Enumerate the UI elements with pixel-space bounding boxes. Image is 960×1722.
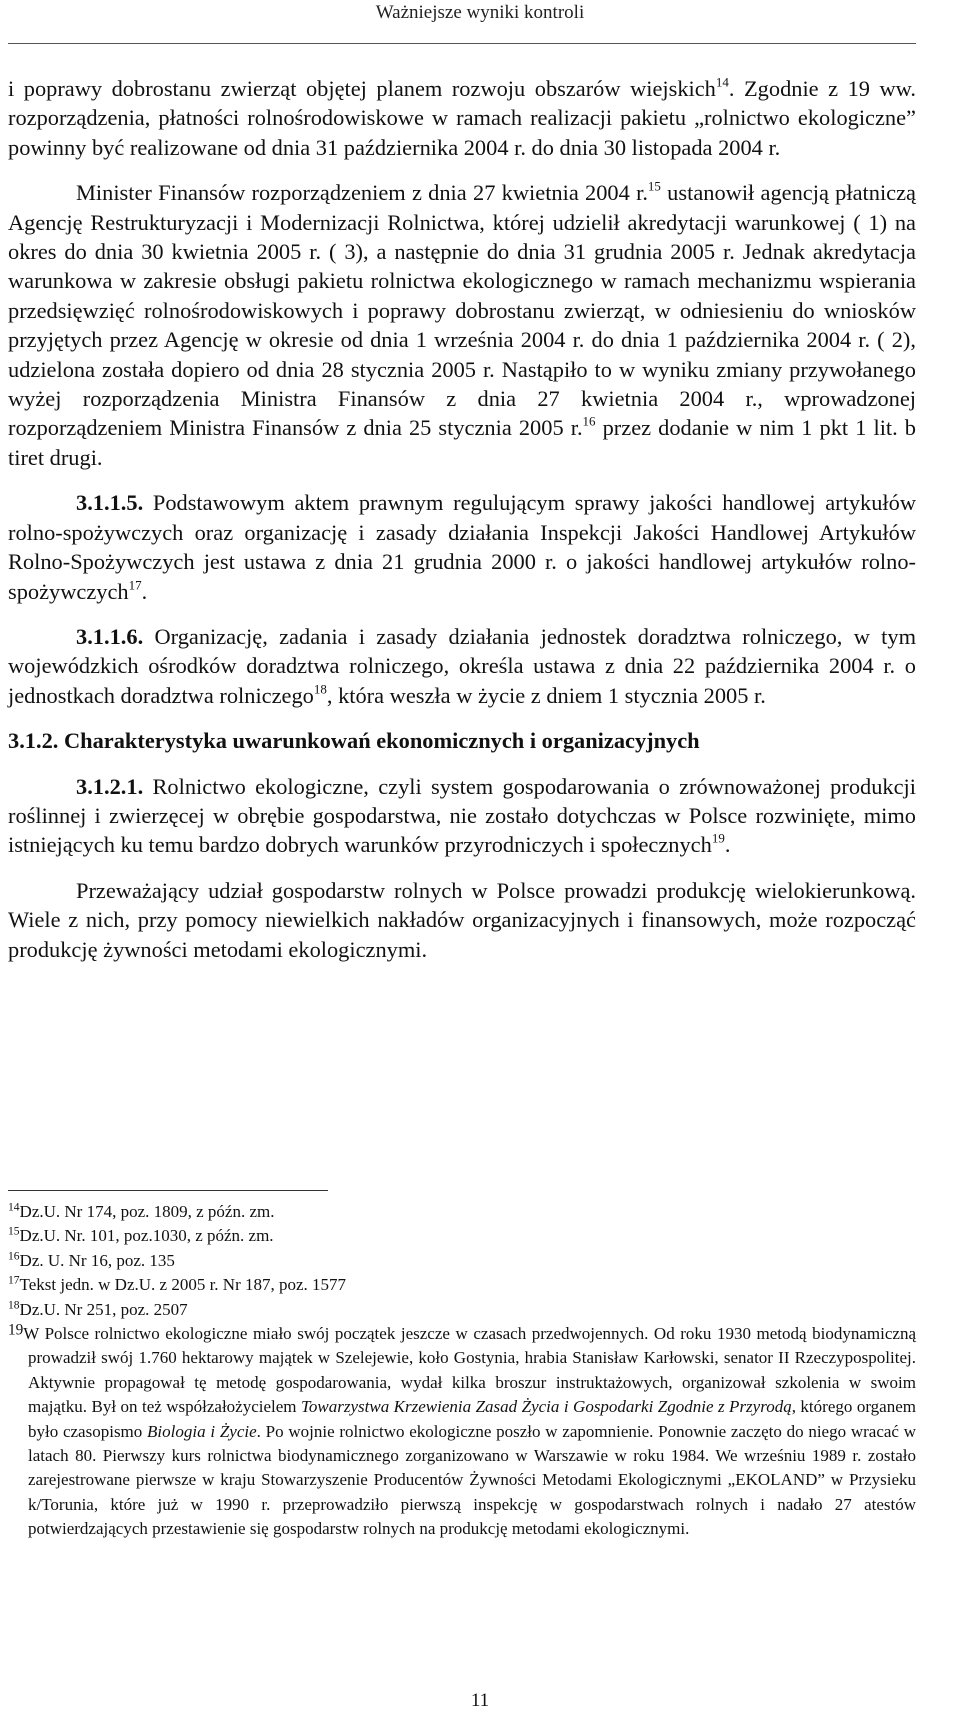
page-number: 11: [470, 1690, 490, 1711]
footnote-15: $^{15}$Dz.U. Nr. 101, poz.1030, z późn. zm.: [8, 1225, 274, 1246]
footnote-19: 19W Polsce rolnictwo ekologiczne miało swój początek jeszcze w czasach przedwojennych. Od roku 1930 metodą biodynamiczną prowadził swój 1.760 hektarowy majątek w Szelejewie, koło Gostynia, hrabia Stanisław Karłowski, senator II Rzeczypospolitej. Aktywnie propagował tę metodę gospodarowania, wydał kilka broszur instruktażowych, organizował szkolenia w swoim majątku. Był on też współzałożycielem Towarzystwa Krzewienia Zasad Życia i Gospodarki Zgodnie z Przyrodą, którego organem było czasopismo Biologia i Życie. Po wojnie rolnictwo ekologiczne poszło w zapomnienie. Ponownie zaczęto do niego wracać w latach 80. Pierwszy kurs rolnictwa biodynamicznego zorganizowano w Warszawie w roku 1984. We wrześniu 1989 r. zostało zarejestrowane pierwsze w kraju Stowarzyszenie Producentów Żywności Metodami Ekologicznymi „EKOLAND” w Przysieku k/Torunia, które już w 1990 r. przeprowadziło pierwszą inspekcję w gospodarstwach rolnych i nadało 27 atestów potwierdzających przestawienie się gospodarstw rolnych na produkcję metodami ekologicznymi.: [8, 1321, 916, 1539]
footnote-ref-18[interactable]: 18: [313, 680, 327, 696]
footnote-14: $^{14}$Dz.U. Nr 174, poz. 1809, z późn. zm.: [8, 1200, 275, 1221]
footnote-16: $^{16}$Dz. U. Nr 16, poz. 135: [8, 1249, 175, 1270]
point-number: 3.1.2.1.: [76, 773, 144, 799]
paragraph-5: 3.1.2.1. Rolnictwo ekologiczne, czyli system gospodarowania o zrównoważonej produkcji roślinnej i zwierzęcej w obrębie gospodarstwa, nie zostało dotychczas w Polsce rozwinięte, mimo istniejących ku temu bardzo dobrych warunków przyrodniczych i społecznych$^{19}$.: [8, 773, 916, 858]
point-number: 3.1.1.6.: [76, 623, 144, 649]
footnote-ref-16[interactable]: 16: [582, 413, 596, 429]
paragraph-2: Minister Finansów rozporządzeniem z dnia 27 kwietnia 2004 r.$^{15}$ ustanowił agencją płatniczą Agencję Restrukturyzacji i Modernizacji Rolnictwa, której udzielił akredytacji warunkowej ( 1) na okres do dnia 30 kwietnia 2005 r. ( 3), a następnie do dnia 31 grudnia 2005 r. Jednak akredytacja warunkowa w zakresie obsługi pakietu rolnictwa ekologicznego w ramach mechanizmu wspierania przedsięwzięć rolnośrodowiskowych i poprawy dobrostanu zwierząt, w odniesieniu do wniosków przyjętych przez Agencję w okresie od dnia 1 września 2004 r. do dnia 1 października 2004 r. ( 2), udzielona została dopiero od dnia 28 stycznia 2005 r. Nastąpiło to w wyniku zmiany przywołanego wyżej rozporządzenia Ministra Finansów z dnia 27 kwietnia 2004 r., wprowadzonej rozporządzeniem Ministra Finansów z dnia 25 stycznia 2005 r.$^{16}$ przez dodanie w nim 1 pkt 1 lit. b tiret drugi.: [8, 178, 916, 470]
footnote-17: $^{17}$Tekst jedn. w Dz.U. z 2005 r. Nr 187, poz. 1577: [8, 1273, 347, 1295]
section-heading: 3.1.2. Charakterystyka uwarunkowań ekonomicznych i organizacyjnych: [8, 728, 700, 754]
footnote-ref-15[interactable]: 15: [647, 178, 661, 194]
main-text: [8, 74, 916, 964]
paragraph-1: i poprawy dobrostanu zwierząt objętej planem rozwoju obszarów wiejskich$^{14}$. Zgodnie z 19 ww. rozporządzenia, płatności rolnośrodowiskowe w ramach realizacji pakietu „rolnictwo ekologiczne” powinny być realizowane od dnia 31 października 2004 r. do dnia 30 listopada 2004 r.: [8, 74, 916, 160]
point-number: 3.1.1.5.: [76, 490, 144, 516]
footnotes: [8, 1200, 916, 1542]
paragraph-6: Przeważający udział gospodarstw rolnych w Polsce prowadzi produkcję wielokierunkową. Wiele z nich, przy pomocy niewielkich nakładów organizacyjnych i finansowych, może rozpocząć produkcję żywności metodami ekologicznymi.: [8, 877, 916, 962]
header-rule: [8, 43, 916, 44]
footnote-ref-19[interactable]: 19: [711, 830, 725, 846]
footnote-18: $^{18}$Dz.U. Nr 251, poz. 2507: [8, 1298, 188, 1319]
footnote-separator: [8, 1190, 328, 1191]
footnote-ref-14[interactable]: 14: [715, 74, 729, 90]
paragraph-3: 3.1.1.5. Podstawowym aktem prawnym regulującym sprawy jakości handlowej artykułów rolno-spożywczych oraz organizację i zasady działania Inspekcji Jakości Handlowej Artykułów Rolno-Spożywczych jest ustawa z dnia 21 grudnia 2000 r. o jakości handlowej artykułów rolno-spożywczych$^{17}$.: [8, 490, 916, 604]
running-header: Ważniejsze wyniki kontroli: [375, 2, 585, 23]
footnote-ref-17[interactable]: 17: [128, 576, 142, 592]
paragraph-4: 3.1.1.6. Organizację, zadania i zasady działania jednostek doradztwa rolniczego, w tym wojewódzkich ośrodków doradztwa rolniczego, określa ustawa z dnia 22 października 2004 r. o jednostkach doradztwa rolniczego$^{18}$, która weszła w życie z dniem 1 stycznia 2005 r.: [8, 623, 916, 708]
